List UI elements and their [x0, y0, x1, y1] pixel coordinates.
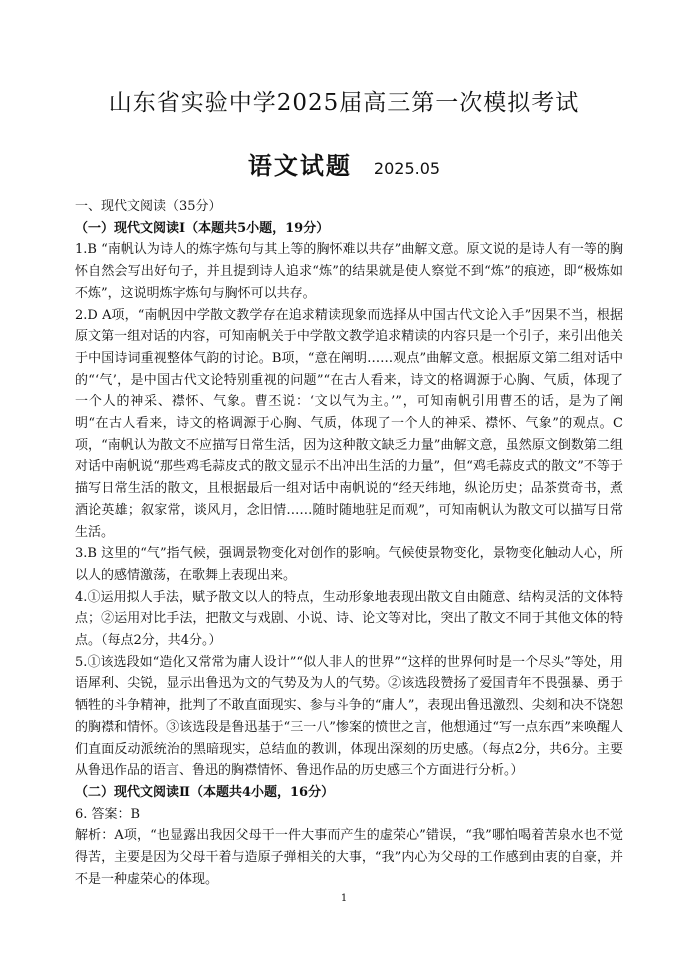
answer-q6: 6. 答案：B — [75, 806, 141, 822]
answer-content — [75, 196, 623, 891]
subject-title: 语文试题 — [247, 152, 352, 180]
answer-q2: 2.D A项，“南帆因中学散文教学存在追求精读现象而选择从中国古代文论入手”因果不当，根据原文第一组对话的内容，可知南帆关于中学散文教学追求精读的内容只是一个引子，来引出他关于中国诗词重视整体气韵的讨论。B项，“意在阐明……观点”曲解文意。根据原文第二组对话中的“‘气’，是中国古代文论特别重视的问题”“在古人看来，诗文的格调源于心胸、气质，体现了一个人的神采、襟怀、气象。曹丕说：‘文以气为主。’”，可知南帆引用曹丕的话，是为了阐明“在古人看来，诗文的格调源于心胸、气质，体现了一个人的神采、襟怀、气象”的观点。C项，“南帆认为散文不应描写日常生活，因为这种散文缺乏力量”曲解文意，虽然原文倒数第二组对话中南帆说“那些鸡毛蒜皮式的散文显示不出冲出生活的力量”，但“鸡毛蒜皮式的散文”不等于描写日常生活的散文，且根据最后一组对话中南帆说的“经天纬地，纵论历史；品茶赏奇书，煮酒论英雄；叙家常，谈风月，念旧情……随时随地驻足而观”，可知南帆认为散文可以描写日常生活。 — [75, 307, 623, 540]
analysis-q6: 解析：A项，“也显露出我因父母干一件大事而产生的虚荣心”错误，“我”哪怕喝着苦泉水也不觉得苦，主要是因为父母干着与造原子弹相关的大事，“我”内心为父母的工作感到由衷的自豪，并不是一种虚荣心的体现。 — [75, 828, 623, 887]
part2-heading: （二）现代文阅读Ⅱ（本题共4小题，16分） — [75, 784, 335, 800]
part1-heading: （一）现代文阅读Ⅰ（本题共5小题，19分） — [75, 220, 330, 236]
answer-q1: 1.B “南帆认为诗人的炼字炼句与其上等的胸怀难以共存”曲解文意。原文说的是诗人有一等的胸怀自然会写出好句子，并且提到诗人追求“炼”的结果就是使人察觉不到“炼”的痕迹，即“极炼如不炼”，这说明炼字炼句与胸怀可以共存。 — [75, 242, 623, 301]
subject-line — [0, 146, 688, 181]
answer-q4: 4.①运用拟人手法，赋予散文以人的特点，生动形象地表现出散文自由随意、结构灵活的文体特点；②运用对比手法，把散文与戏剧、小说、诗、论文等对比，突出了散文不同于其他文体的特点。（每点2分，共4分。） — [75, 589, 623, 649]
answer-q3: 3.B 这里的“气”指气候，强调景物变化对创作的影响。气候使景物变化，景物变化触动人心，所以人的感情激荡，在歌舞上表现出来。 — [75, 546, 623, 583]
section-heading: 一、现代文阅读（35分） — [75, 199, 222, 214]
page-number: 1 — [340, 893, 348, 904]
answer-q5: 5.①该选段如“造化又常常为庸人设计”“似人非人的世界”“这样的世界何时是一个尽头”等处，用语犀利、尖锐，显示出鲁迅为文的气势及为人的气势。②该选段赞扬了爱国青年不畏强暴、勇于牺牲的斗争精神，批判了不敢直面现实、参与斗争的“庸人”，表现出鲁迅激烈、尖刻和决不饶恕的胸襟和情怀。③该选段是鲁迅基于“三一八”惨案的愤世之言，他想通过“写一点东西”来唤醒人们直面反动派统治的黑暗现实，总结血的教训，体现出深刻的历史感。（每点2分，共6分。主要从鲁迅作品的语言、鲁迅的胸襟情怀、鲁迅作品的历史感三个方面进行分析。） — [75, 654, 623, 779]
exam-title: 山东省实验中学2025届高三第一次模拟考试 — [108, 90, 580, 116]
exam-date: 2025.05 — [373, 159, 441, 178]
